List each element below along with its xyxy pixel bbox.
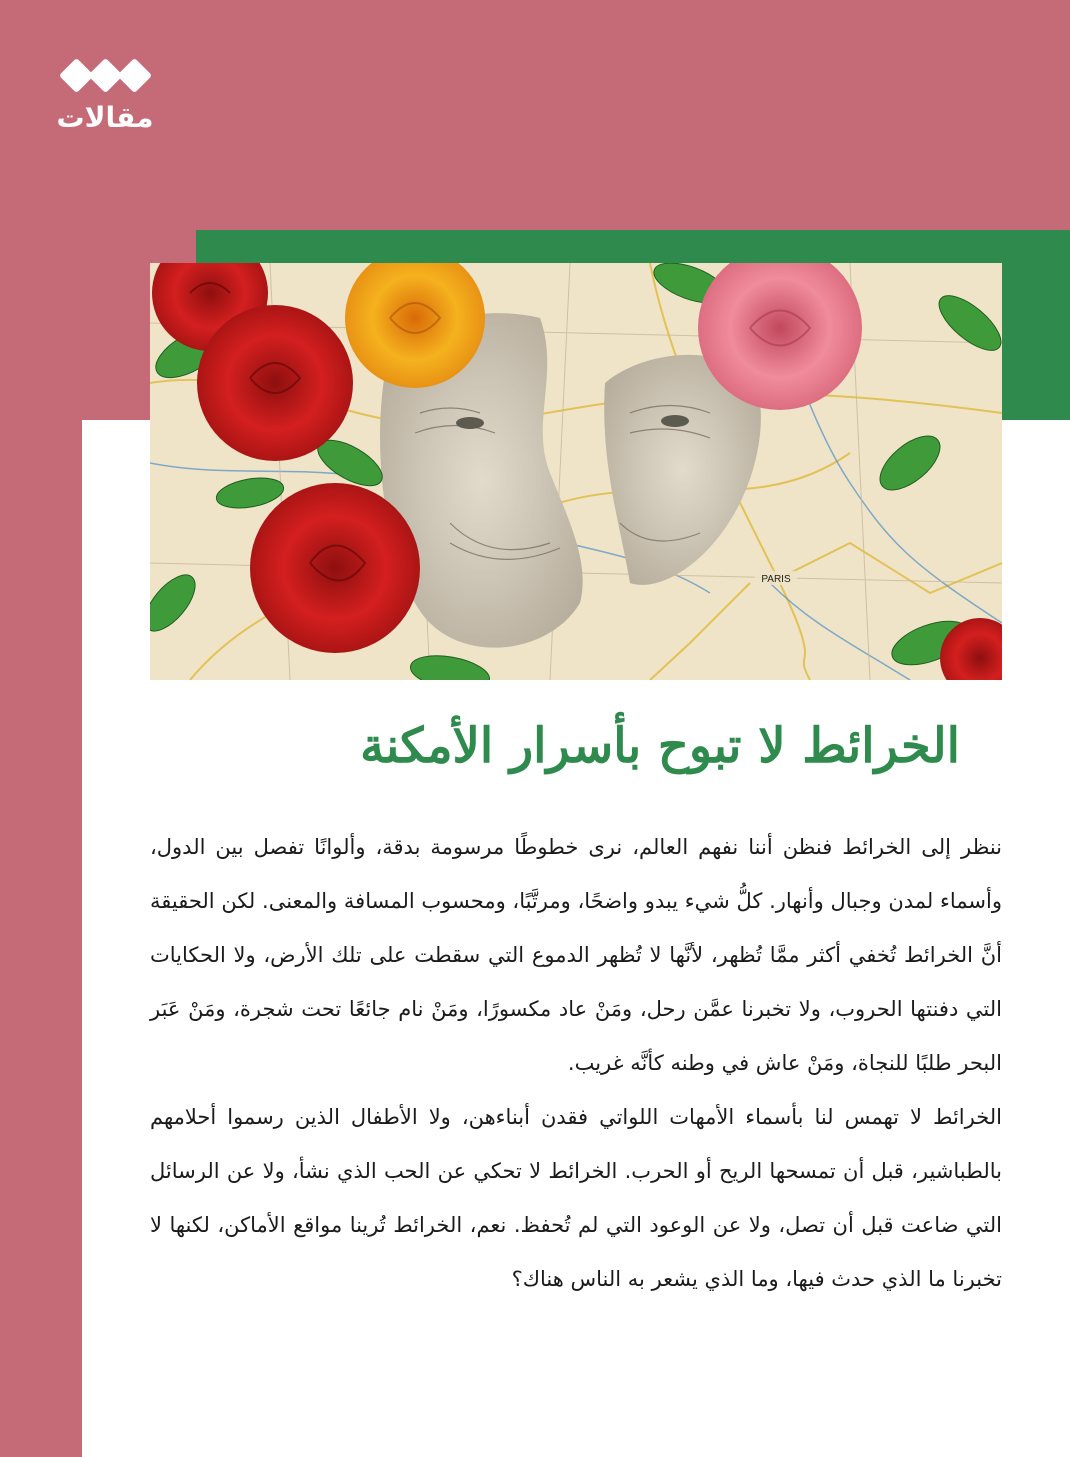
map-label: PARIS	[761, 574, 791, 585]
three-diamonds-icon	[45, 55, 165, 95]
article-body	[150, 820, 1002, 1306]
hero-illustration	[150, 263, 1002, 680]
article-title: الخرائط لا تبوح بأسرار الأمكنة	[360, 718, 960, 774]
section-title: مقالات	[56, 101, 154, 134]
map-roses-face-illustration	[150, 263, 1002, 680]
diamond-shape	[116, 57, 151, 92]
article-paragraph: ننظر إلى الخرائط فنظن أننا نفهم العالم، نرى خطوطًا مرسومة بدقة، وألوانًا تفصل بين الدول، وأسماء لمدن وجبال وأنهار. كلُّ شيء يبدو واضحًا، ومرتَّبًا، ومحسوب المسافة والمعنى. لكن الحقيقة أنَّ الخرائط تُخفي أكثر ممَّا تُظهر، لأنَّها لا تُظهر الدموع التي سقطت على تلك الأرض، ولا الحكايات التي دفنتها الحروب، ولا تخبرنا عمَّن رحل، ومَنْ عاد مكسورًا، ومَنْ نام جائعًا تحت شجرة، ومَنْ عَبَر البحر طلبًا للنجاة، ومَنْ عاش في وطنه كأنَّه غريب.	[150, 835, 1002, 1075]
section-label	[45, 55, 165, 134]
article-paragraph: الخرائط لا تهمس لنا بأسماء الأمهات اللواتي فقدن أبناءهن، ولا الأطفال الذين رسموا أحلامهم بالطباشير، قبل أن تمسحها الريح أو الحرب. الخرائط لا تحكي عن الحب الذي نشأ، ولا عن الرسائل التي ضاعت قبل أن تصل، ولا عن الوعود التي لم تُحفظ. نعم، الخرائط تُرينا مواقع الأماكن، لكنها لا تخبرنا ما الذي حدث فيها، وما الذي يشعر به الناس هناك؟	[150, 1105, 1002, 1291]
